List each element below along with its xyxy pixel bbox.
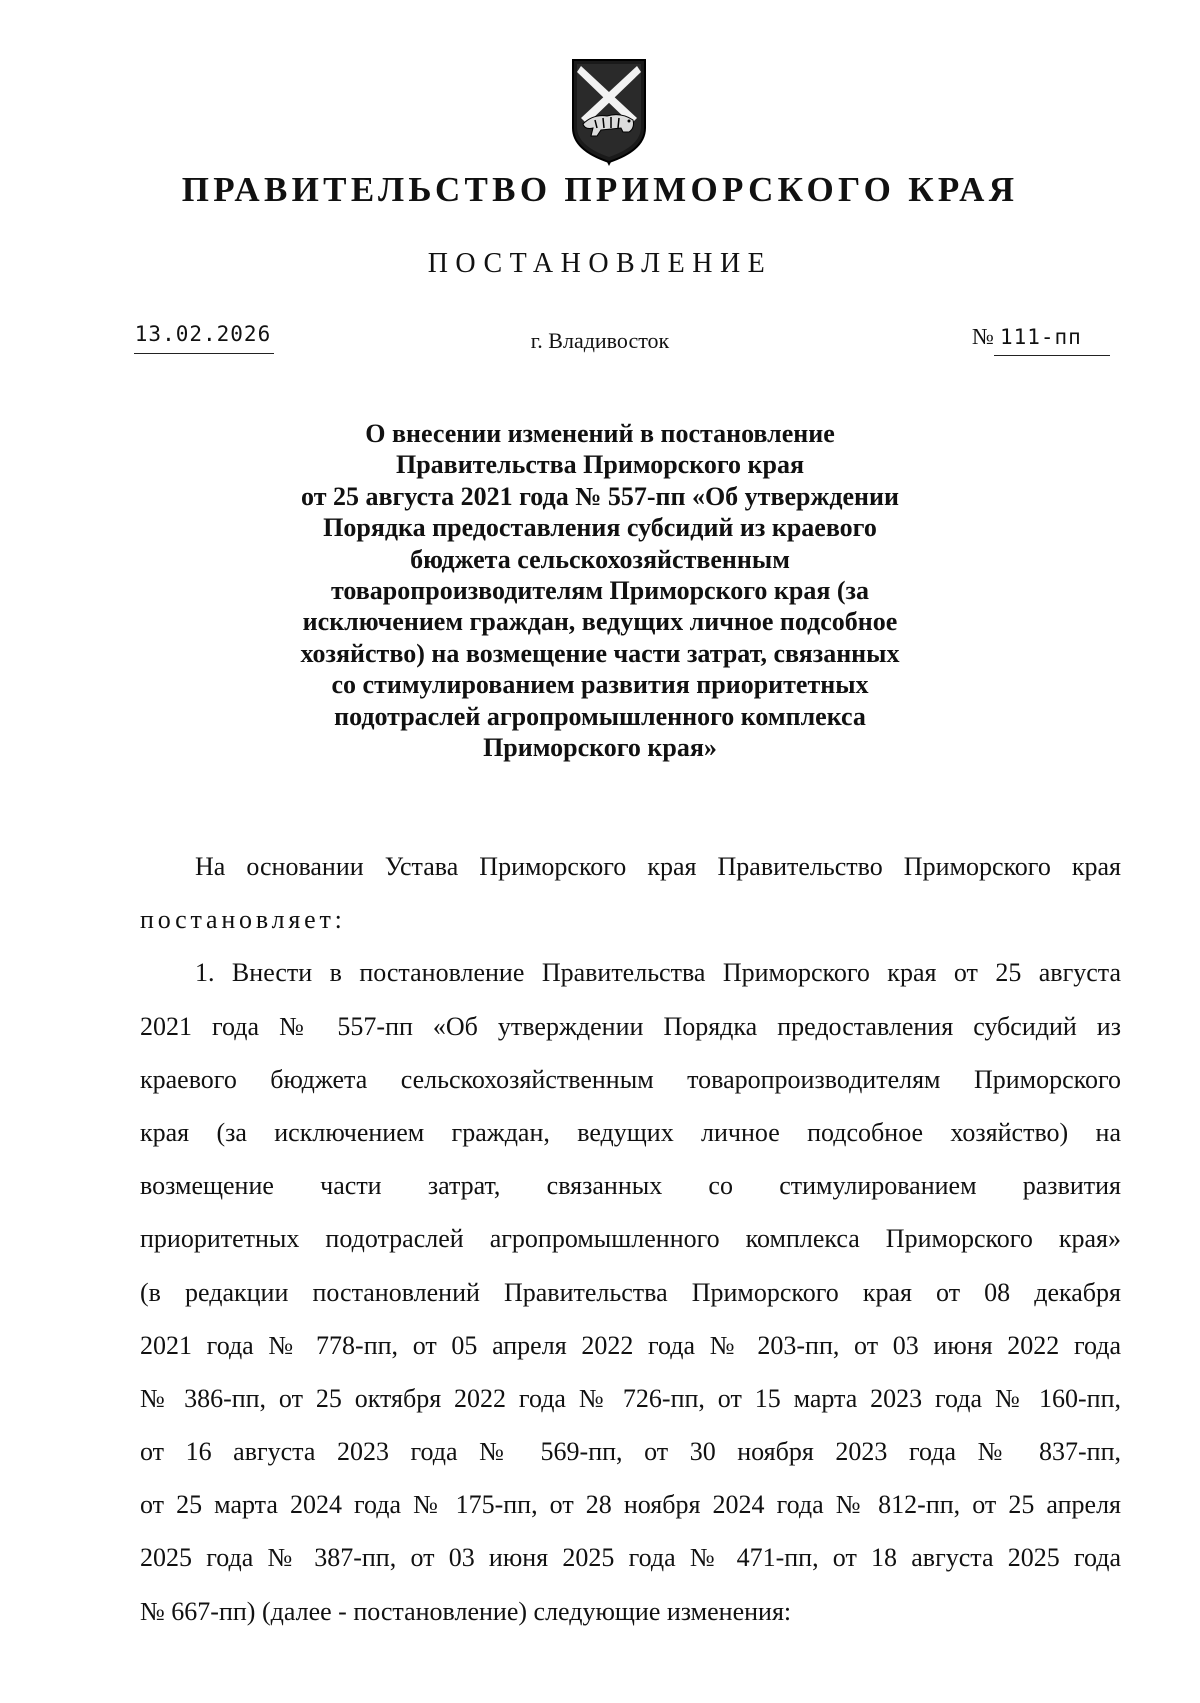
government-title: ПРАВИТЕЛЬСТВО ПРИМОРСКОГО КРАЯ <box>181 170 1019 209</box>
item-1-line: 2021 года № 557-пп «Об утверждении Порядка предоставления субсидий из <box>140 1011 1121 1041</box>
document-city: г. Владивосток <box>530 328 670 353</box>
item-1-line: от 25 марта 2024 года № 175-пп, от 28 ноября 2024 года № 812-пп, от 25 апреля <box>140 1490 1121 1520</box>
document-subject <box>250 418 950 763</box>
item-1-line: (в редакции постановлений Правительства Приморского края от 08 декабря <box>140 1277 1121 1307</box>
number-prefix: № <box>972 324 994 349</box>
preamble-line: На основании Устава Приморского края Правительство Приморского края <box>195 852 1121 881</box>
item-1-line: края (за исключением граждан, ведущих личное подсобное хозяйство) на <box>140 1117 1121 1147</box>
subject-line: исключением граждан, ведущих личное подсобное <box>302 607 898 637</box>
subject-line: О внесении изменений в постановление <box>365 419 835 448</box>
item-1-line: от 16 августа 2023 года № 569-пп, от 30 ноября 2023 года № 837-пп, <box>140 1437 1121 1467</box>
coat-of-arms-icon <box>571 58 647 166</box>
subject-line: товаропроизводителям Приморского края (за <box>330 576 869 606</box>
item-1-line: № 386-пп, от 25 октября 2022 года № 726-пп, от 15 марта 2023 года № 160-пп, <box>140 1383 1121 1413</box>
subject-line: Приморского края» <box>483 733 717 763</box>
subject-line: Правительства Приморского края <box>395 450 805 480</box>
document-body <box>140 840 1121 1638</box>
number-underline <box>994 355 1110 356</box>
document-type: ПОСТАНОВЛЕНИЕ <box>427 248 773 279</box>
subject-line: от 25 августа 2021 года № 557-пп «Об утверждении <box>301 481 899 511</box>
subject-line: со стимулированием развития приоритетных <box>331 670 869 700</box>
subject-line: подотраслей агропромышленного комплекса <box>334 701 866 731</box>
subject-line: Порядка предоставления субсидий из краевого <box>323 513 877 543</box>
item-1-line: 2025 года № 387-пп, от 03 июня 2025 года № 471-пп, от 18 августа 2025 года <box>140 1543 1121 1573</box>
item-1-line: краевого бюджета сельскохозяйственным товаропроизводителям Приморского <box>140 1064 1121 1094</box>
item-1-line: 1. Внести в постановление Правительства Приморского края от 25 августа <box>195 958 1121 988</box>
item-1-line: 2021 года № 778-пп, от 05 апреля 2022 года № 203-пп, от 03 июня 2022 года <box>140 1330 1121 1360</box>
item-1-line: приоритетных подотраслей агропромышленного комплекса Приморского края» <box>140 1224 1121 1254</box>
document-number <box>972 324 1132 350</box>
date-value: 13.02.2026 <box>134 322 272 346</box>
number-value: 111-пп <box>999 325 1082 349</box>
subject-line: бюджета сельскохозяйственным <box>410 544 790 574</box>
subject-line: хозяйство) на возмещение части затрат, связанных <box>300 638 900 668</box>
item-1-line: № 667-пп) (далее - постановление) следующие изменения: <box>140 1596 792 1626</box>
preamble-resolves: постановляет: <box>140 905 346 935</box>
item-1-line: возмещение части затрат, связанных со стимулированием развития <box>140 1171 1121 1201</box>
